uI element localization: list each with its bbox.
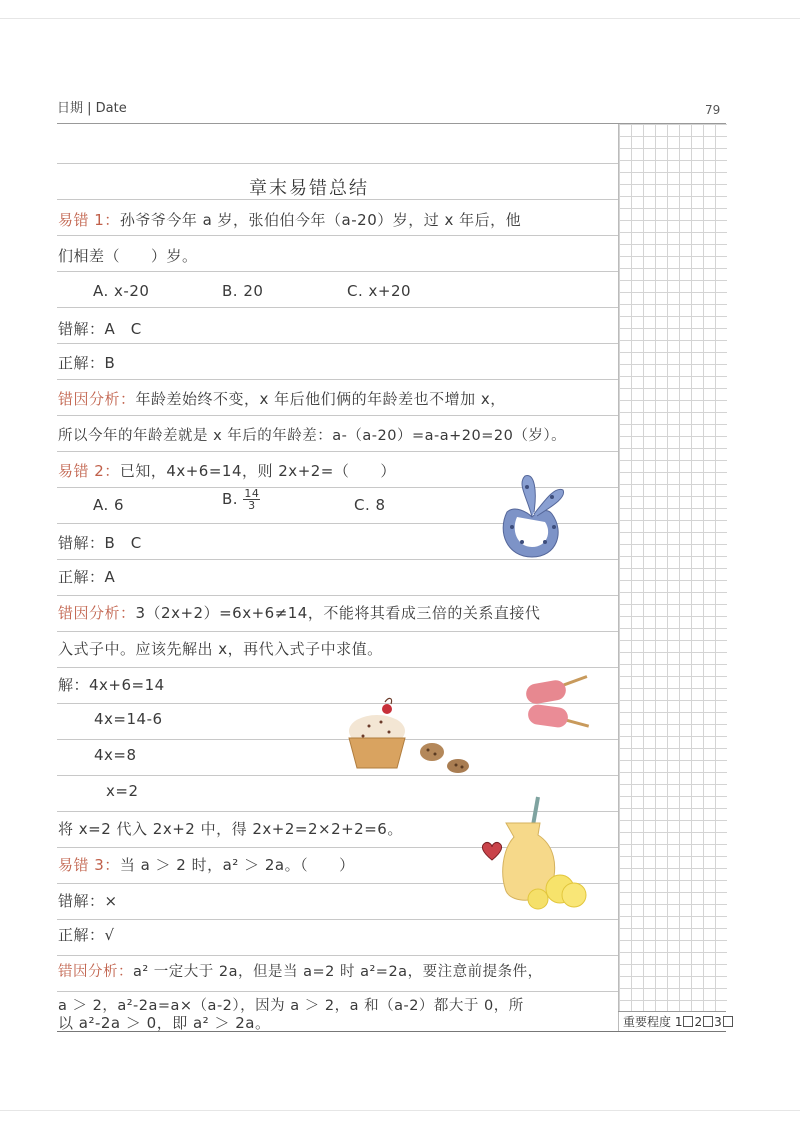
error-analysis-2: [58, 602, 540, 623]
analysis-text: 3（2x+2）=6x+6≠14，不能将其看成三倍的关系直接代: [135, 604, 541, 622]
importance-checkbox-2[interactable]: [703, 1016, 713, 1027]
page-title: 章末易错总结: [249, 178, 369, 199]
fraction-numerator: 14: [244, 487, 260, 500]
importance-option-1: 1: [674, 1015, 683, 1029]
ruled-line: [57, 307, 618, 308]
ruled-line: [57, 595, 618, 596]
page-bottom-edge: [0, 1110, 800, 1111]
error-2-label: 易错 2：: [58, 462, 120, 480]
analysis-label: 错因分析：: [58, 604, 136, 622]
column-divider: [618, 124, 619, 1032]
error-2-text: 已知，4x+6=14，则 2x+2=（ ）: [119, 462, 396, 480]
option-c: C. 8: [354, 496, 386, 514]
correct-answer: 正解：A: [58, 568, 116, 586]
date-label: 日期 | Date: [57, 101, 127, 116]
wrong-answer: 错解：A C: [58, 320, 142, 338]
option-a: A. x-20: [93, 282, 150, 300]
error-analysis-1-cont: 所以今年的年龄差就是 x 年后的年龄差：a-（a-20）=a-a+20=20（岁）。: [58, 428, 567, 444]
fraction-denominator: 3: [248, 499, 256, 512]
ruled-line: [57, 343, 618, 344]
error-3-text: 当 a ＞ 2 时，a² ＞ 2a。（ ）: [119, 856, 355, 874]
ruled-line: [57, 379, 618, 380]
error-analysis-3: [58, 960, 543, 981]
ruled-line: [57, 919, 618, 920]
ruled-line: [57, 991, 618, 992]
analysis-label: 错因分析：: [58, 390, 136, 408]
option-b: [222, 488, 260, 511]
importance-label: 重要程度: [623, 1015, 672, 1029]
popsicles-icon: [522, 674, 592, 734]
solution-line-1: 解：4x+6=14: [58, 676, 165, 694]
ruled-line: [57, 451, 618, 452]
cupcake-icon: [345, 696, 411, 772]
page-number: 79: [705, 103, 721, 117]
grid-separator: [618, 1011, 726, 1012]
error-2-question: [58, 460, 396, 481]
page-top-edge: [0, 18, 800, 19]
ruled-line: [57, 163, 618, 164]
error-3-question: [58, 854, 355, 875]
importance-option-2: 2: [694, 1015, 703, 1029]
wrong-answer: 错解：×: [58, 892, 118, 910]
error-1-label: 易错 1：: [58, 211, 120, 229]
importance-checkbox-3[interactable]: [723, 1016, 733, 1027]
error-analysis-3-end: 以 a²-2a ＞ 0，即 a² ＞ 2a。: [58, 1014, 271, 1032]
fraction: [243, 488, 260, 511]
ruled-line: [57, 631, 618, 632]
ruled-line: [57, 739, 618, 740]
heart-icon: [480, 840, 504, 862]
ruled-line: [57, 955, 618, 956]
importance-checkbox-1[interactable]: [683, 1016, 693, 1027]
option-c: C. x+20: [347, 282, 412, 300]
importance-rating: [623, 1013, 734, 1030]
cookies-icon: [418, 740, 472, 774]
solution-line-4: x=2: [106, 782, 139, 800]
ruled-line: [57, 775, 618, 776]
wrong-answer: 错解：B C: [58, 534, 142, 552]
analysis-text: 年龄差始终不变，x 年后他们俩的年龄差也不增加 x，: [135, 390, 506, 408]
error-1-question: [58, 209, 521, 230]
ribbon-bow-icon: [497, 472, 567, 562]
ruled-line: [57, 271, 618, 272]
error-3-label: 易错 3：: [58, 856, 120, 874]
error-analysis-2-cont: 入式子中。应该先解出 x，再代入式子中求值。: [58, 640, 383, 658]
correct-answer: 正解：B: [58, 354, 116, 372]
ruled-line: [57, 415, 618, 416]
grid-margin: [618, 124, 727, 1011]
ruled-line: [57, 235, 618, 236]
analysis-label: 错因分析：: [58, 964, 133, 980]
error-analysis-1: [58, 388, 506, 409]
error-1-text: 孙爷爷今年 a 岁，张伯伯今年（a-20）岁，过 x 年后，他: [119, 211, 522, 229]
importance-option-3: 3: [714, 1015, 722, 1029]
option-b: B. 20: [222, 282, 264, 300]
solution-conclusion: 将 x=2 代入 2x+2 中，得 2x+2=2×2+2=6。: [58, 820, 403, 838]
analysis-text: a² 一定大于 2a，但是当 a=2 时 a²=2a，要注意前提条件，: [133, 964, 543, 980]
option-b-label: B.: [222, 490, 239, 508]
error-1-question-cont: 们相差（ ）岁。: [58, 247, 198, 265]
error-analysis-3-cont: a ＞ 2，a²-2a=a×（a-2），因为 a ＞ 2，a 和（a-2）都大于 0，所: [58, 998, 524, 1014]
solution-line-3: 4x=8: [94, 746, 137, 764]
ruled-line: [57, 667, 618, 668]
option-a: A. 6: [93, 496, 125, 514]
correct-answer: 正解：√: [58, 926, 115, 944]
solution-line-2: 4x=14-6: [94, 710, 163, 728]
